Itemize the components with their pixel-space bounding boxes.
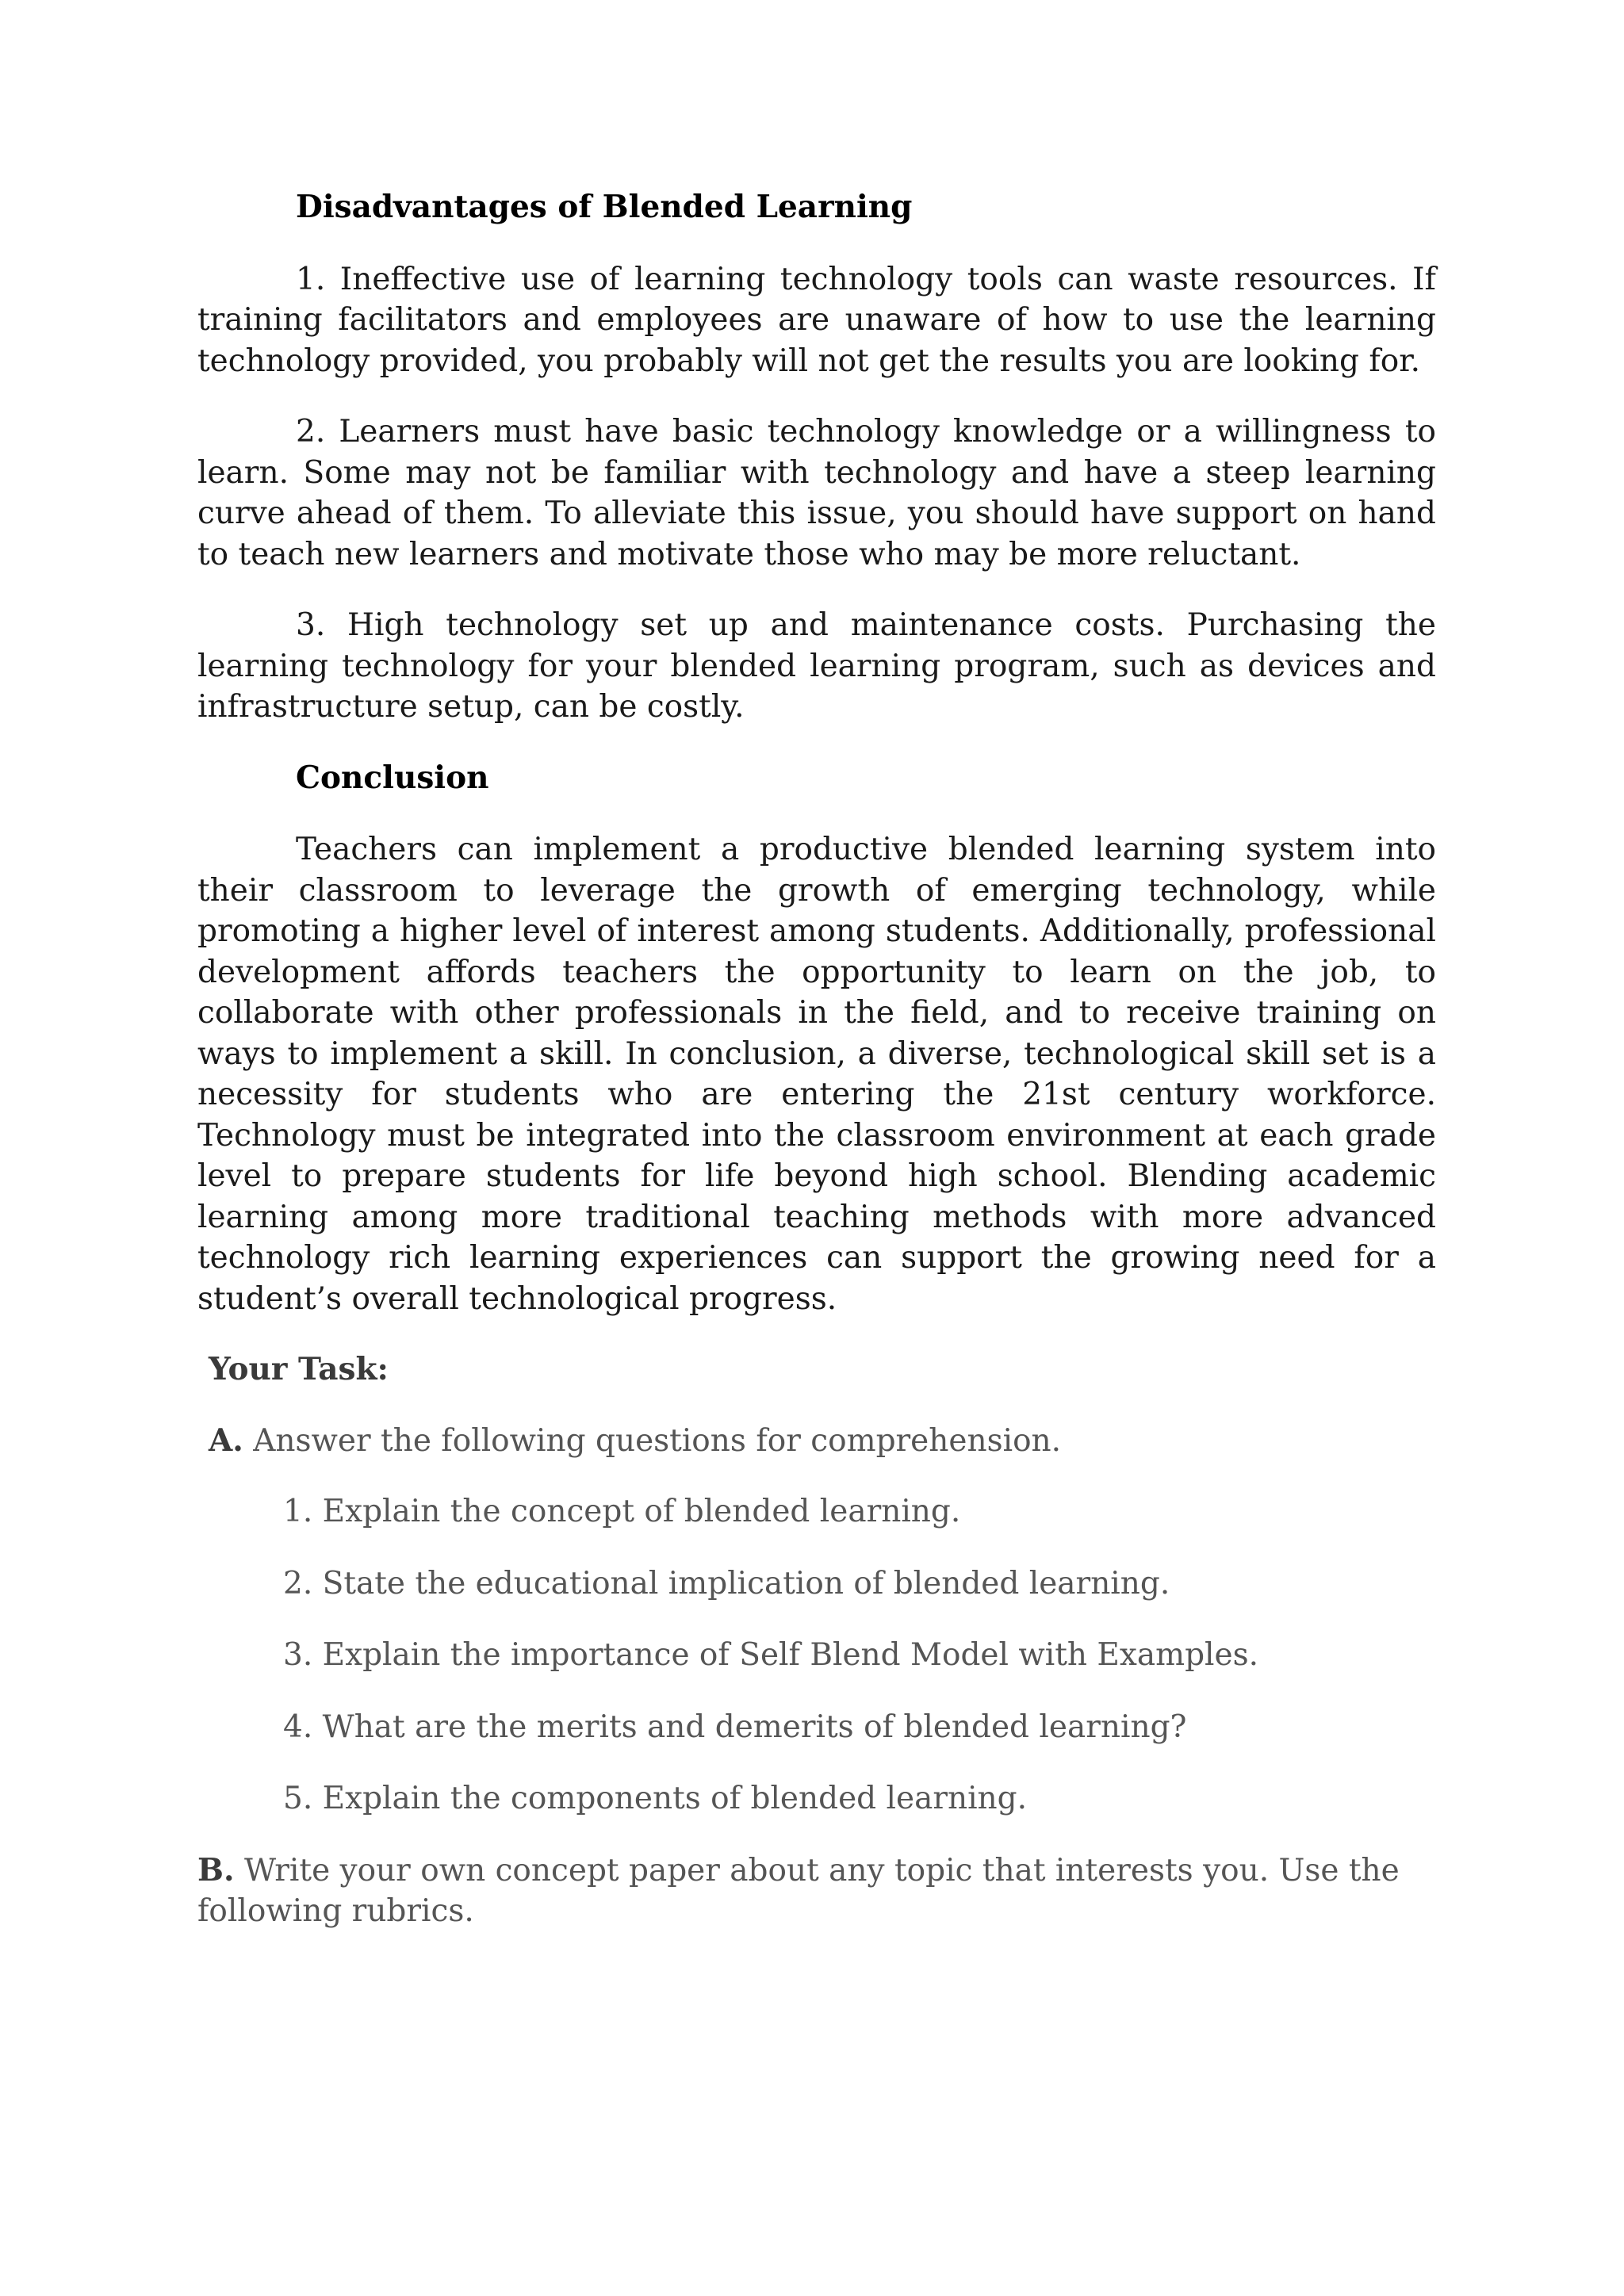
document-body [197,187,1436,1932]
task-a-text: Answer the following questions for comprehension. [243,1422,1062,1459]
disadvantage-item-1: 1. Ineffective use of learning technology tools can waste resources. If training facilitators and employees are unaware of how to use the learning technology provided, you probably will not get the results you are looking for. [197,261,1436,379]
task-a-instruction [209,1421,1436,1462]
question-item-2: 2. State the educational implication of blended learning. [283,1565,1170,1601]
conclusion-heading: Conclusion [296,759,489,796]
question-item-5: 5. Explain the components of blended learning. [283,1781,1028,1816]
conclusion-paragraph: Teachers can implement a productive blended learning system into their classroom to leverage the growth of emerging technology, while promoting a higher level of interest among students. Additionally, professional development affords teachers the opportunity to learn on the job, to collaborate with other professionals in the field, and to receive training on ways to implement a skill. In conclusion, a diverse, technological skill set is a necessity for students who are entering the 21st century workforce. Technology must be integrated into the classroom environment at each grade level to prepare students for life beyond high school. Blending academic learning among more traditional teaching methods with more advanced technology rich learning experiences can support the growing need for a student’s overall technological progress. [197,832,1436,1317]
task-b-instruction [197,1850,1436,1932]
question-item-3: 3. Explain the importance of Self Blend Model with Examples. [283,1637,1259,1673]
question-item-4: 4. What are the merits and demerits of blended learning? [283,1709,1187,1745]
task-a-label: A. [209,1422,243,1459]
task-b-text: Write your own concept paper about any topic that interests you. Use the following rubrics. [197,1852,1400,1929]
disadvantages-heading: Disadvantages of Blended Learning [296,189,913,225]
task-b-label: B. [197,1851,235,1888]
disadvantage-item-3: 3. High technology set up and maintenance costs. Purchasing the learning technology for your blended learning program, such as devices and infrastructure setup, can be costly. [197,607,1436,725]
task-heading: Your Task: [209,1351,389,1387]
question-list [197,1491,1436,1820]
question-item-1: 1. Explain the concept of blended learning. [283,1494,961,1529]
disadvantage-item-2: 2. Learners must have basic technology knowledge or a willingness to learn. Some may not be familiar with technology and have a steep learning curve ahead of them. To alleviate this issue, you should have support on hand to teach new learners and motivate those who may be more reluctant. [197,414,1436,572]
